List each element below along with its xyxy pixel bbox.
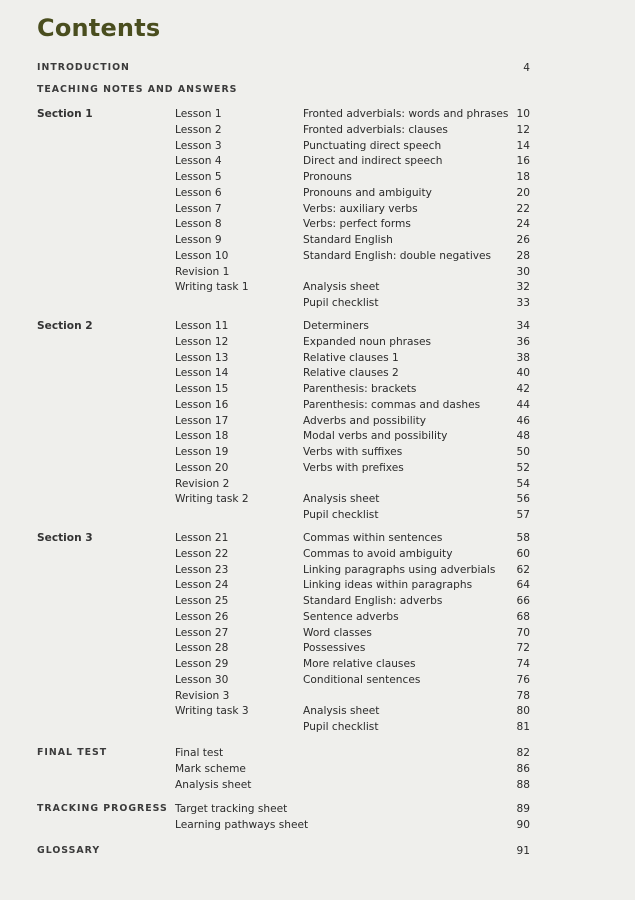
- page-number: 20: [516, 186, 530, 199]
- lesson-row: [0, 334, 635, 350]
- section-label: Section 3: [37, 532, 93, 544]
- page-number: 86: [516, 762, 530, 775]
- page-number: 44: [516, 398, 530, 411]
- lesson-title: Commas within sentences: [303, 532, 443, 544]
- toc-entry: [0, 817, 635, 833]
- lesson-label: Lesson 7: [175, 202, 222, 215]
- page-number: 30: [516, 265, 530, 278]
- page-number: 48: [516, 430, 530, 443]
- lesson-label: Lesson 24: [175, 579, 229, 592]
- lesson-row: [0, 546, 635, 562]
- lesson-row: [0, 577, 635, 593]
- page-number: 68: [516, 610, 530, 623]
- page-number: 34: [516, 320, 530, 332]
- toc-heading: TEACHING NOTES AND ANSWERS: [37, 84, 238, 95]
- lesson-row: [0, 106, 635, 122]
- lesson-title: Linking paragraphs using adverbials: [303, 563, 496, 576]
- lesson-title: Standard English: double negatives: [303, 249, 492, 262]
- toc-heading: FINAL TEST: [37, 747, 108, 758]
- page-number: 14: [516, 139, 530, 152]
- lesson-row: [0, 609, 635, 625]
- lesson-title: Analysis sheet: [303, 493, 380, 506]
- lesson-title: Fronted adverbials: clauses: [303, 123, 448, 136]
- lesson-title: Analysis sheet: [303, 705, 380, 718]
- lesson-row: [0, 460, 635, 476]
- section-label: Section 1: [37, 108, 93, 120]
- lesson-row: [0, 703, 635, 719]
- page-number: 24: [516, 218, 530, 231]
- toc-entry: [0, 60, 635, 76]
- page-number: 58: [516, 532, 530, 544]
- page-number: 33: [516, 297, 530, 309]
- page-title: Contents: [37, 14, 161, 42]
- page-number: 32: [516, 281, 530, 294]
- lesson-label: Lesson 2: [175, 123, 222, 136]
- lesson-title: Relative clauses 2: [303, 367, 399, 380]
- lesson-label: Lesson 16: [175, 398, 229, 411]
- lesson-title: Verbs with suffixes: [303, 446, 403, 458]
- lesson-label: Revision 1: [175, 265, 230, 278]
- page-number: 88: [516, 778, 530, 791]
- toc-heading: GLOSSARY: [37, 845, 101, 856]
- lesson-row: [0, 507, 635, 523]
- lesson-label: Lesson 22: [175, 547, 229, 560]
- lesson-row: [0, 216, 635, 232]
- lesson-title: Possessives: [303, 642, 366, 655]
- page-number: 74: [516, 658, 530, 670]
- page-number: 12: [516, 123, 530, 136]
- page-number: 10: [516, 108, 530, 120]
- lesson-title: Commas to avoid ambiguity: [303, 547, 453, 560]
- lesson-label: Lesson 13: [175, 351, 229, 364]
- page-number: 80: [516, 705, 530, 718]
- lesson-title: Direct and indirect speech: [303, 155, 443, 168]
- lesson-row: [0, 138, 635, 154]
- lesson-label: Mark scheme: [175, 762, 246, 775]
- lesson-row: [0, 295, 635, 311]
- lesson-row: [0, 248, 635, 264]
- lesson-title: Word classes: [303, 626, 372, 639]
- lesson-title: Pronouns: [303, 171, 352, 183]
- lesson-label: Lesson 18: [175, 430, 229, 443]
- page-number: 91: [516, 845, 530, 857]
- lesson-row: [0, 444, 635, 460]
- lesson-row: [0, 640, 635, 656]
- toc-entry: [0, 843, 635, 859]
- lesson-row: [0, 185, 635, 201]
- lesson-row: [0, 153, 635, 169]
- toc-entry: [0, 745, 635, 761]
- lesson-label: Writing task 2: [175, 493, 249, 506]
- lesson-label: Lesson 17: [175, 414, 229, 427]
- lesson-label: Lesson 5: [175, 171, 222, 183]
- page-number: 52: [516, 461, 530, 474]
- toc-heading: TRACKING PROGRESS: [37, 803, 168, 814]
- lesson-title: Conditional sentences: [303, 673, 421, 686]
- page-number: 4: [523, 62, 530, 74]
- lesson-row: [0, 232, 635, 248]
- lesson-label: Writing task 3: [175, 705, 249, 718]
- lesson-row: [0, 169, 635, 185]
- lesson-title: Analysis sheet: [303, 281, 380, 294]
- lesson-label: Lesson 19: [175, 446, 229, 458]
- toc-entry: [0, 801, 635, 817]
- lesson-label: Revision 3: [175, 689, 230, 702]
- page-number: 70: [516, 626, 530, 639]
- lesson-label: Learning pathways sheet: [175, 818, 309, 831]
- lesson-title: Pupil checklist: [303, 297, 379, 309]
- lesson-label: Lesson 28: [175, 642, 229, 655]
- lesson-title: Linking ideas within paragraphs: [303, 579, 473, 592]
- lesson-row: [0, 264, 635, 280]
- page-number: 26: [516, 234, 530, 246]
- toc-entry: [0, 82, 635, 98]
- lesson-label: Lesson 12: [175, 335, 229, 348]
- page-number: 56: [516, 493, 530, 506]
- lesson-row: [0, 476, 635, 492]
- lesson-title: Verbs: perfect forms: [303, 218, 411, 231]
- page-number: 62: [516, 563, 530, 576]
- lesson-label: Target tracking sheet: [175, 803, 288, 815]
- lesson-title: Pronouns and ambiguity: [303, 186, 432, 199]
- lesson-row: [0, 381, 635, 397]
- lesson-label: Lesson 14: [175, 367, 229, 380]
- lesson-row: [0, 397, 635, 413]
- lesson-label: Lesson 29: [175, 658, 229, 670]
- lesson-row: [0, 688, 635, 704]
- lesson-title: Determiners: [303, 320, 369, 332]
- lesson-title: Sentence adverbs: [303, 610, 399, 623]
- page-number: 16: [516, 155, 530, 168]
- lesson-row: [0, 530, 635, 546]
- lesson-row: [0, 428, 635, 444]
- lesson-label: Lesson 10: [175, 249, 229, 262]
- page-number: 54: [516, 477, 530, 490]
- lesson-title: Parenthesis: brackets: [303, 383, 417, 395]
- page-number: 60: [516, 547, 530, 560]
- lesson-label: Lesson 4: [175, 155, 222, 168]
- toc-heading: INTRODUCTION: [37, 62, 130, 73]
- page-number: 76: [516, 673, 530, 686]
- page-number: 38: [516, 351, 530, 364]
- page-number: 42: [516, 383, 530, 395]
- page-number: 72: [516, 642, 530, 655]
- lesson-label: Lesson 27: [175, 626, 229, 639]
- lesson-title: Verbs with prefixes: [303, 461, 404, 474]
- lesson-row: [0, 562, 635, 578]
- lesson-row: [0, 122, 635, 138]
- lesson-row: [0, 318, 635, 334]
- lesson-title: Pupil checklist: [303, 509, 379, 521]
- page-number: 50: [516, 446, 530, 458]
- section-label: Section 2: [37, 320, 93, 332]
- lesson-label: Lesson 15: [175, 383, 229, 395]
- lesson-label: Lesson 11: [175, 320, 229, 332]
- page-number: 89: [516, 803, 530, 815]
- lesson-label: Lesson 21: [175, 532, 229, 544]
- lesson-label: Lesson 8: [175, 218, 222, 231]
- lesson-title: Punctuating direct speech: [303, 139, 442, 152]
- lesson-title: Standard English: [303, 234, 393, 246]
- page-number: 64: [516, 579, 530, 592]
- lesson-label: Lesson 25: [175, 595, 229, 607]
- lesson-label: Lesson 6: [175, 186, 222, 199]
- lesson-label: Final test: [175, 747, 224, 759]
- page-number: 81: [516, 721, 530, 733]
- lesson-title: Pupil checklist: [303, 721, 379, 733]
- lesson-title: Parenthesis: commas and dashes: [303, 398, 481, 411]
- lesson-row: [0, 625, 635, 641]
- lesson-row: [0, 350, 635, 366]
- lesson-label: Lesson 20: [175, 461, 229, 474]
- page-number: 82: [516, 747, 530, 759]
- lesson-label: Lesson 23: [175, 563, 229, 576]
- lesson-row: [0, 365, 635, 381]
- lesson-row: [0, 593, 635, 609]
- lesson-label: Lesson 1: [175, 108, 222, 120]
- page-number: 46: [516, 414, 530, 427]
- lesson-label: Analysis sheet: [175, 778, 252, 791]
- page-number: 90: [516, 818, 530, 831]
- lesson-label: Revision 2: [175, 477, 230, 490]
- lesson-label: Lesson 9: [175, 234, 222, 246]
- lesson-row: [0, 719, 635, 735]
- lesson-title: Modal verbs and possibility: [303, 430, 448, 443]
- lesson-title: Relative clauses 1: [303, 351, 399, 364]
- page-number: 28: [516, 249, 530, 262]
- page-number: 36: [516, 335, 530, 348]
- page-number: 66: [516, 595, 530, 607]
- lesson-row: [0, 279, 635, 295]
- lesson-row: [0, 672, 635, 688]
- page-number: 57: [516, 509, 530, 521]
- lesson-label: Lesson 3: [175, 139, 222, 152]
- toc-entry: [0, 761, 635, 777]
- lesson-label: Lesson 26: [175, 610, 229, 623]
- lesson-row: [0, 413, 635, 429]
- page-number: 18: [516, 171, 530, 183]
- lesson-title: Verbs: auxiliary verbs: [303, 202, 418, 215]
- lesson-row: [0, 201, 635, 217]
- lesson-row: [0, 491, 635, 507]
- lesson-row: [0, 656, 635, 672]
- page-number: 40: [516, 367, 530, 380]
- page-number: 22: [516, 202, 530, 215]
- lesson-title: More relative clauses: [303, 658, 416, 670]
- lesson-title: Expanded noun phrases: [303, 335, 432, 348]
- lesson-label: Writing task 1: [175, 281, 249, 294]
- lesson-label: Lesson 30: [175, 673, 229, 686]
- lesson-title: Fronted adverbials: words and phrases: [303, 108, 509, 120]
- lesson-title: Standard English: adverbs: [303, 595, 443, 607]
- toc-entry: [0, 777, 635, 793]
- lesson-title: Adverbs and possibility: [303, 414, 427, 427]
- page-number: 78: [516, 689, 530, 702]
